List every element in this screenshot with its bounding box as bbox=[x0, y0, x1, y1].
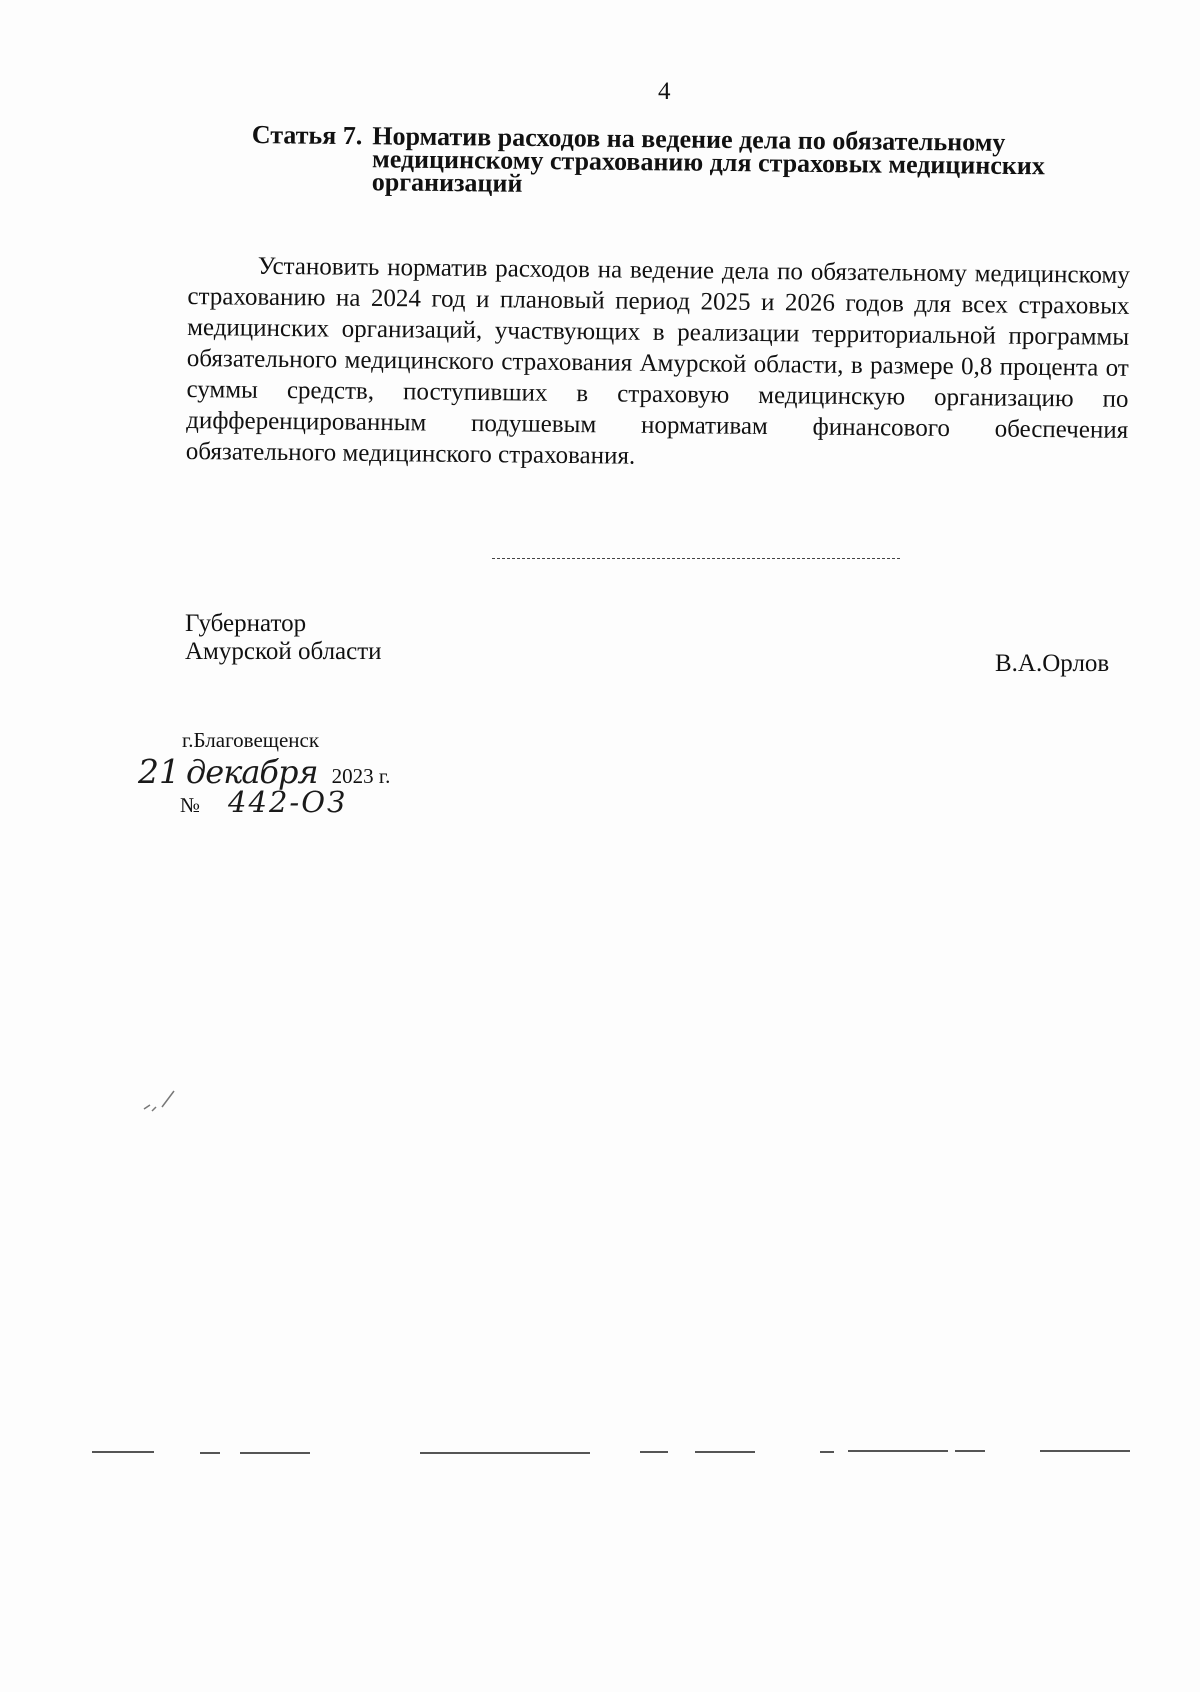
signer-position-line1: Губернатор bbox=[185, 610, 307, 637]
section-separator bbox=[492, 558, 900, 559]
bottom-rule-segment bbox=[820, 1451, 834, 1453]
signer-position-line2: Амурской области bbox=[185, 638, 382, 665]
date-year: 2023 г. bbox=[331, 764, 391, 788]
bottom-rule-segment bbox=[92, 1451, 154, 1453]
bottom-rule-segment bbox=[1040, 1450, 1130, 1452]
article-heading bbox=[251, 120, 1092, 201]
article-title: Норматив расходов на ведение дела по обязательному медицинскому страхованию для страховых медицинских организаций bbox=[371, 121, 1045, 198]
bottom-rule-segment bbox=[640, 1451, 668, 1453]
bottom-rule-segment bbox=[695, 1451, 755, 1453]
article-body-text: Установить норматив расходов на ведение дела по обязательному медицинскому страхованию на 2024 год и плановый период 2025 и 2026 годов для всех страховых медицинских организаций, участвующих в реализации территориальной программы обязательного медицинского страхования Амурской области, в размере 0,8 процента от суммы средств, поступивших в страховую медицинскую организацию по дифференцированным подушевым нормативам финансового обеспечения обязательного медицинского страхования. bbox=[185, 252, 1130, 470]
article-label: Статья 7. bbox=[251, 120, 363, 151]
place-of-signing: г.Благовещенск bbox=[182, 728, 320, 752]
date-month-handwritten: декабря bbox=[186, 753, 318, 791]
bottom-rule-segment bbox=[200, 1452, 220, 1454]
bottom-rule-segment bbox=[240, 1452, 310, 1454]
scan-artifact-mark bbox=[140, 1085, 180, 1115]
page-number: 4 bbox=[658, 78, 671, 105]
signer-position bbox=[185, 610, 382, 666]
document-number-handwritten: 442-ОЗ bbox=[228, 785, 348, 819]
signer-name: В.А.Орлов bbox=[995, 650, 1110, 677]
number-sign: № bbox=[180, 793, 201, 817]
date-day-handwritten: 21 bbox=[138, 752, 180, 791]
bottom-rule-segment bbox=[848, 1450, 948, 1452]
bottom-rule-segment bbox=[955, 1450, 985, 1452]
bottom-rule-segment bbox=[420, 1452, 590, 1454]
document-number bbox=[180, 785, 347, 819]
